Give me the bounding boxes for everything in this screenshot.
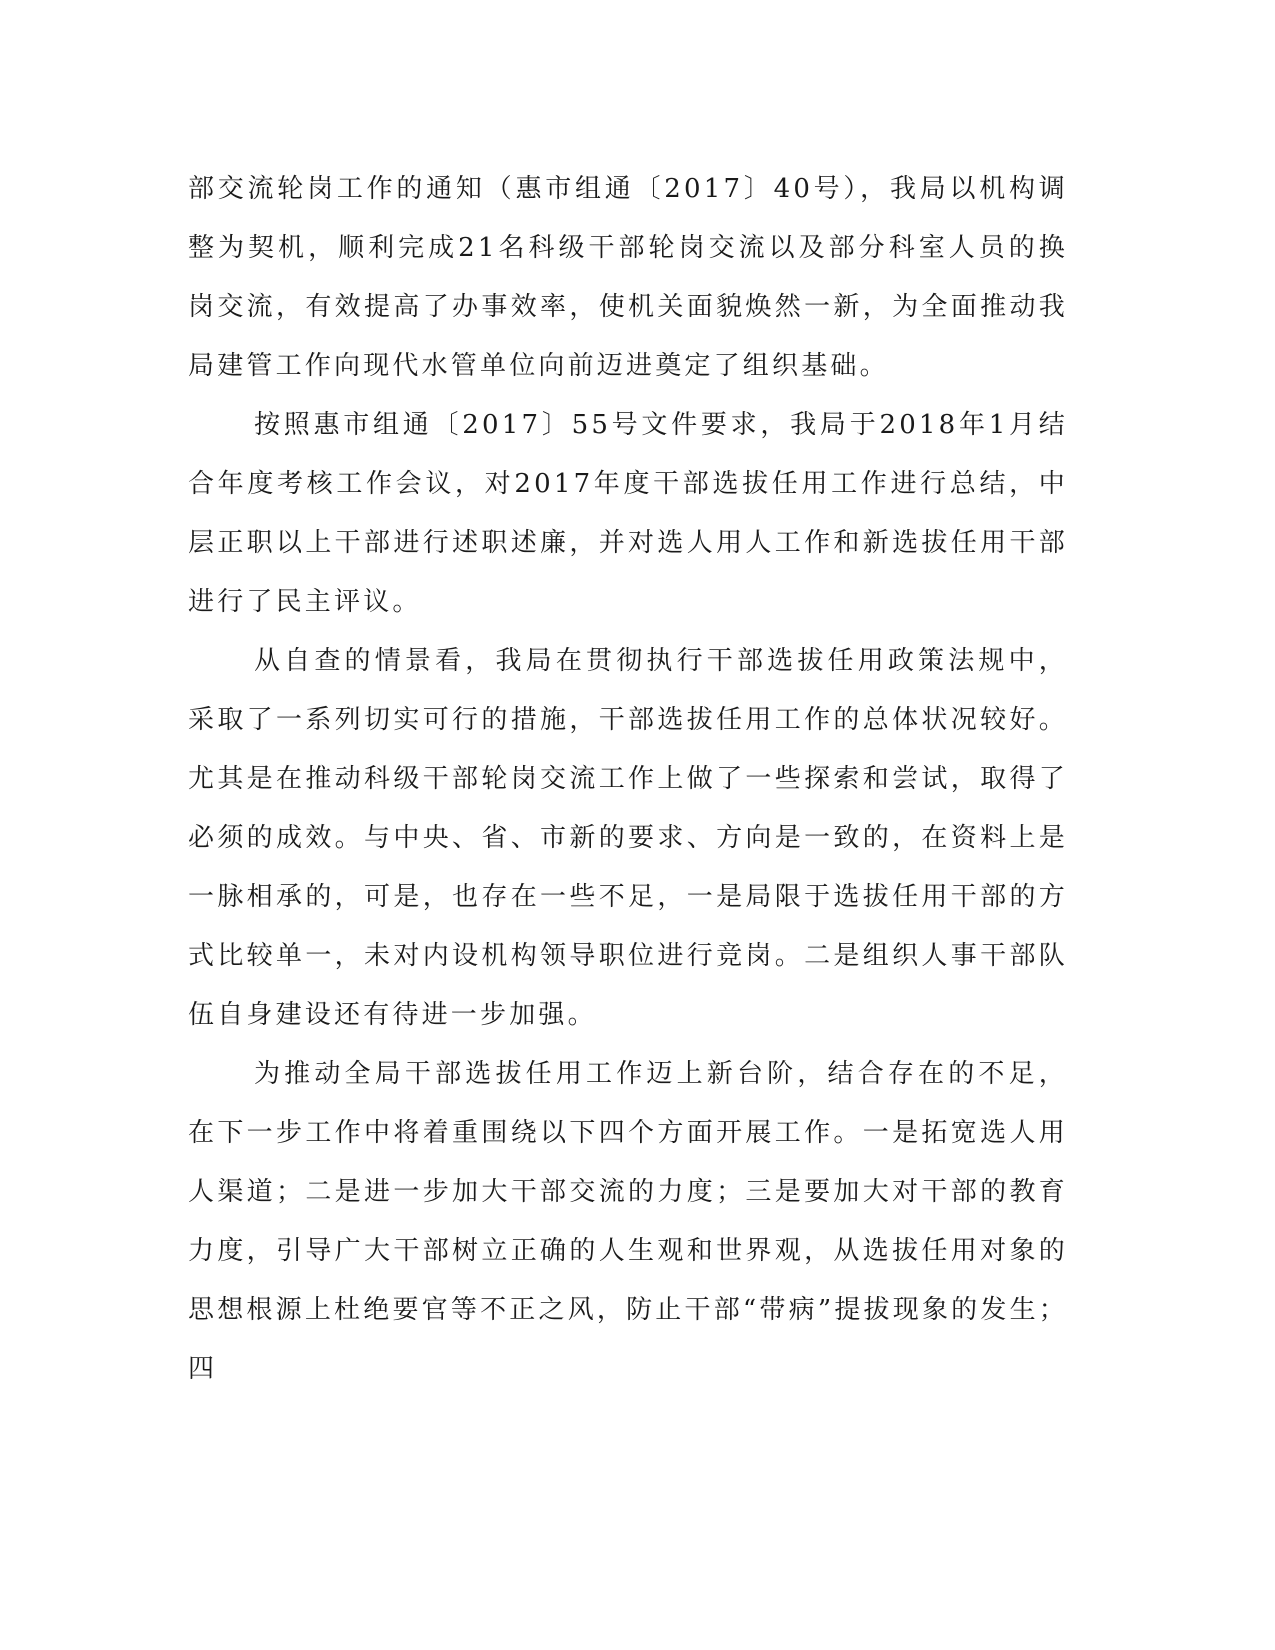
paragraph-2: 按照惠市组通〔2017〕55号文件要求，我局于2018年1月结合年度考核工作会议，对2017年度干部选拔任用工作进行总结，中层正职以上干部进行述职述廉，并对选人用人工作和新选拔任用干部进行了民主评议。 [188,410,1068,617]
document-body [188,160,1068,1399]
paragraph-4: 为推动全局干部选拔任用工作迈上新台阶，结合存在的不足，在下一步工作中将着重围绕以下四个方面开展工作。一是拓宽选人用人渠道；二是进一步加大干部交流的力度；三是要加大对干部的教育力度，引导广大干部树立正确的人生观和世界观，从选拔任用对象的思想根源上杜绝要官等不正之风，防止干部“带病”提拔现象的发生；四 [188,1059,1068,1384]
paragraph-1: 部交流轮岗工作的通知（惠市组通〔2017〕40号），我局以机构调整为契机，顺利完成21名科级干部轮岗交流以及部分科室人员的换岗交流，有效提高了办事效率，使机关面貌焕然一新，为全面推动我局建管工作向现代水管单位向前迈进奠定了组织基础。 [188,174,1068,381]
paragraph-3: 从自查的情景看，我局在贯彻执行干部选拔任用政策法规中，采取了一系列切实可行的措施，干部选拔任用工作的总体状况较好。尤其是在推动科级干部轮岗交流工作上做了一些探索和尝试，取得了必须的成效。与中央、省、市新的要求、方向是一致的，在资料上是一脉相承的，可是，也存在一些不足，一是局限于选拔任用干部的方式比较单一，未对内设机构领导职位进行竞岗。二是组织人事干部队伍自身建设还有待进一步加强。 [188,646,1068,1030]
